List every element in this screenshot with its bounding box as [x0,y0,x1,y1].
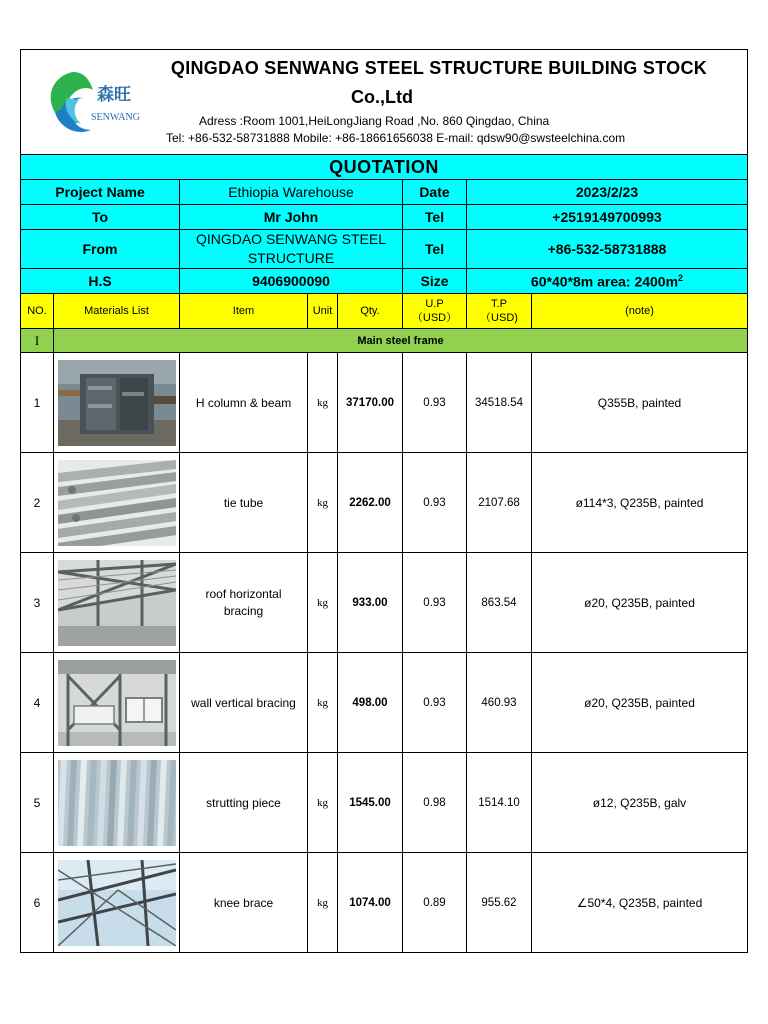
row-note: Q355B, painted [532,353,748,453]
row-total-price: 460.93 [467,653,532,753]
row-total-price: 1514.10 [467,753,532,853]
row-unit-price: 0.89 [403,853,467,953]
quotation-table [20,49,748,953]
col-qty: Qty. [338,294,403,329]
quotation-sheet [20,49,747,953]
col-note: (note) [532,294,748,329]
row-unit: kg [308,353,338,453]
row-total-price: 863.54 [467,553,532,653]
logo-chinese-text: 森旺 [97,85,131,105]
row-no: 3 [21,553,54,653]
row-item: roof horizontal bracing [180,553,308,653]
row-total-price: 34518.54 [467,353,532,453]
row-no: 5 [21,753,54,853]
col-total-price-line2: （USD) [480,312,518,324]
row-total-price: 955.62 [467,853,532,953]
row-unit: kg [308,653,338,753]
table-row [21,853,748,953]
row-qty: 933.00 [338,553,403,653]
date-label: Date [403,180,467,205]
to-label: To [21,205,180,230]
row-qty: 498.00 [338,653,403,753]
row-unit: kg [308,853,338,953]
col-total-price-line1: T.P [491,298,507,310]
row-item: tie tube [180,453,308,553]
project-name-value: Ethiopia Warehouse [180,180,403,205]
date-value: 2023/2/23 [467,180,748,205]
col-unit-price-line2: （USD） [411,312,458,324]
company-name: QINGDAO SENWANG STEEL STRUCTURE BUILDING STOCK [170,58,708,78]
wall-bracing-photo [58,660,176,746]
size-superscript: 2 [678,272,684,283]
row-qty: 1074.00 [338,853,403,953]
row-note: ∠50*4, Q235B, painted [532,853,748,953]
row-unit-price: 0.98 [403,753,467,853]
row-note: ø12, Q235B, galv [532,753,748,853]
row-unit: kg [308,453,338,553]
col-item: Item [180,294,308,329]
tel2-label: Tel [403,230,467,269]
row-note: ø114*3, Q235B, painted [532,453,748,553]
quotation-title: QUOTATION [21,155,748,180]
size-text: 60*40*8m area: 2400m [530,273,679,290]
company-address: Adress :Room 1001,HeiLongJiang Road ,No. 860 Qingdao, China [199,114,550,128]
row-unit-price: 0.93 [403,453,467,553]
row-unit-price: 0.93 [403,553,467,653]
row-item: knee brace [180,853,308,953]
col-unit: Unit [308,294,338,329]
row-photo [54,453,180,553]
row-qty: 2262.00 [338,453,403,553]
table-row [21,553,748,653]
col-no: NO. [21,294,54,329]
logo-english-text: SENWANG [91,112,140,123]
row-unit: kg [308,553,338,653]
row-unit-price: 0.93 [403,353,467,453]
size-value [467,269,748,294]
row-qty: 1545.00 [338,753,403,853]
col-unit-price [403,294,467,329]
row-photo [54,753,180,853]
to-value: Mr John [180,205,403,230]
row-unit-price: 0.93 [403,653,467,753]
row-item: H column & beam [180,353,308,453]
row-photo [54,553,180,653]
strutting-piece-photo [58,760,176,846]
row-no: 6 [21,853,54,953]
row-no: 4 [21,653,54,753]
h-column-beam-photo [58,360,176,446]
col-unit-price-line1: U.P [425,298,444,310]
row-note: ø20, Q235B, painted [532,653,748,753]
tel-label: Tel [403,205,467,230]
tel-value: +2519149700993 [467,205,748,230]
row-qty: 37170.00 [338,353,403,453]
from-value: QINGDAO SENWANG STEEL STRUCTURE [180,230,403,269]
section-title: Main steel frame [54,329,748,353]
table-row [21,353,748,453]
hs-value: 9406900090 [180,269,403,294]
company-name-suffix: Co.,Ltd [351,87,413,107]
row-photo [54,853,180,953]
row-no: 1 [21,353,54,453]
col-materials: Materials List [54,294,180,329]
company-contact: Tel: +86-532-58731888 Mobile: +86-18661656038 E-mail: qdsw90@swsteelchina.com [166,131,626,145]
roof-bracing-photo [58,560,176,646]
from-label: From [21,230,180,269]
row-item: wall vertical bracing [180,653,308,753]
section-roman: I [21,329,54,353]
project-name-label: Project Name [21,180,180,205]
senwang-logo [43,68,143,138]
row-note: ø20, Q235B, painted [532,553,748,653]
hs-label: H.S [21,269,180,294]
row-total-price: 2107.68 [467,453,532,553]
table-row [21,453,748,553]
table-row [21,653,748,753]
table-row [21,753,748,853]
row-unit: kg [308,753,338,853]
tie-tube-photo [58,460,176,546]
col-total-price [467,294,532,329]
company-header [21,50,748,155]
row-photo [54,353,180,453]
knee-brace-photo [58,860,176,946]
size-label: Size [403,269,467,294]
row-photo [54,653,180,753]
row-no: 2 [21,453,54,553]
row-item: strutting piece [180,753,308,853]
tel2-value: +86-532-58731888 [467,230,748,269]
